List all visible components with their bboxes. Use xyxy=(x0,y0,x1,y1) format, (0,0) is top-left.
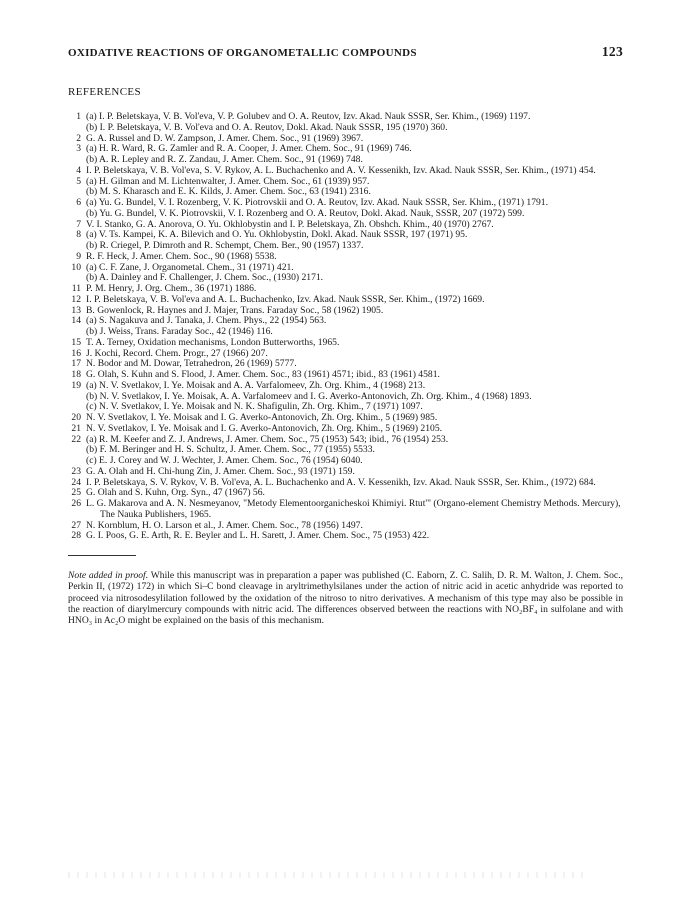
reference-citation: (a) S. Nagakuva and J. Tanaka, J. Chem. Phys., 22 (1954) 563. xyxy=(86,315,327,327)
reference-number: 26 xyxy=(71,498,81,509)
reference-number: 13 xyxy=(71,304,81,316)
reference-number: 25 xyxy=(71,487,81,499)
reference-citation: (b) J. Weiss, Trans. Faraday Soc., 42 (1946) 116. xyxy=(86,326,273,337)
reference-citation: (b) R. Criegel, P. Dimroth and R. Schempt, Chem. Ber., 90 (1957) 1337. xyxy=(86,240,364,251)
reference-citation: (a) Yu. G. Bundel, V. I. Rozenberg, V. K. Piotrovskii and O. A. Reutov, Izv. Akad. Nauk SSSR, Ser. Khim., (1971) 1791. xyxy=(86,197,548,208)
reference-entry xyxy=(68,435,623,467)
reference-number: 16 xyxy=(71,347,81,359)
reference-citation: (a) N. V. Svetlakov, I. Ye. Moisak and A. A. Varfalomeev, Zh. Org. Khim., 4 (1968) 213. xyxy=(86,379,426,391)
reference-citation: (b) I. P. Beletskaya, V. B. Vol'eva and O. A. Reutov, Dokl. Akad. Nauk SSSR, 195 (1970) 360. xyxy=(86,121,448,133)
reference-citation: G. Olah, S. Kuhn and S. Flood, J. Amer. Chem. Soc., 83 (1961) 4571; ibid., 83 (1961) 4581. xyxy=(86,369,440,380)
reference-citation: (a) C. F. Zane, J. Organometal. Chem., 31 (1971) 421. xyxy=(86,261,294,273)
reference-number: 28 xyxy=(71,530,81,542)
reference-number: 27 xyxy=(71,519,81,531)
reference-number: 5 xyxy=(76,175,81,187)
reference-number: 2 xyxy=(76,132,81,144)
reference-citation: (c) N. V. Svetlakov, I. Ye. Moisak and N. K. Shafigulin, Zh. Org. Khim., 7 (1971) 1097. xyxy=(86,401,423,413)
reference-citation: (b) A. R. Lepley and R. Z. Zandau, J. Amer. Chem. Soc., 91 (1969) 748. xyxy=(86,154,363,165)
reference-entry xyxy=(68,252,623,263)
reference-entry xyxy=(68,166,623,177)
reference-list xyxy=(68,112,623,542)
reference-number: 9 xyxy=(76,250,81,262)
note-added-in-proof xyxy=(68,570,623,626)
reference-number: 18 xyxy=(71,369,81,380)
reference-number: 24 xyxy=(71,476,81,488)
reference-number: 21 xyxy=(71,422,81,434)
reference-citation: G. A. Russel and D. W. Zampson, J. Amer. Chem. Soc., 91 (1969) 3967. xyxy=(86,132,364,144)
running-title: OXIDATIVE REACTIONS OF ORGANOMETALLIC COMPOUNDS xyxy=(68,47,417,59)
reference-citation: (c) E. J. Corey and W. J. Wechter, J. Amer. Chem. Soc., 76 (1954) 6040. xyxy=(86,455,363,466)
reference-citation: (b) Yu. G. Bundel, V. K. Piotrovskii, V. I. Rozenberg and O. A. Reutov, Dokl. Akad. Nauk, SSSR, 207 (1972) 599. xyxy=(86,207,525,219)
reference-citation: (a) H. Gilman and M. Lichtenwalter, J. Amer. Chem. Soc., 61 (1939) 957. xyxy=(86,175,370,187)
reference-entry xyxy=(68,467,623,478)
note-text: While this manuscript was in preparation a paper was published (C. Eaborn, Z. C. Salih, D. R. M. Walton, J. Chem. Soc., Perkin II, (1972) 172) in which Si–C bond cleavage in aryltrimethylsilanes under the action of nitric acid in acetic anhydride was reported to proceed via nitrosodesylilation followed by the oxidation of the nitroso to nitro derivatives. A mechanism of this type may also be possible in the reaction of diarylmercury compounds with nitric acid. The differences observed between the reactions with NO₂BF₄ in sulfolane and with HNO₃ in Ac₂O might be explained on the basis of this mechanism. xyxy=(68,570,623,627)
reference-number: 8 xyxy=(76,229,81,241)
reference-citation: G. Olah and S. Kuhn, Org. Syn., 47 (1967) 56. xyxy=(86,487,265,499)
reference-citation: V. I. Stanko, G. A. Anorova, O. Yu. Okhlobystin and I. P. Beletskaya, Zh. Obshch. Khim., 40 (1970) 2767. xyxy=(86,218,494,230)
running-header xyxy=(68,44,623,60)
reference-citation: N. V. Svetlakov, I. Ye. Moisak and I. G. Averko-Antonovich, Zh. Org. Khim., 5 (1969) 985. xyxy=(86,412,438,423)
reference-number: 12 xyxy=(71,293,81,305)
reference-entry xyxy=(68,531,623,542)
reference-number: 3 xyxy=(76,143,81,155)
reference-citation: (b) N. V. Svetlakov, I. Ye. Moisak, A. A. Varfalomeev and I. G. Averko-Antonovich, Zh. Org. Khim., 4 (1968) 1893. xyxy=(86,390,532,402)
reference-entry xyxy=(68,338,623,349)
reference-citation: (a) V. Ts. Kampei, K. A. Bilevich and O. Yu. Okhlobystin, Dokl. Akad. Nauk SSSR, 197 (1971) 95. xyxy=(86,229,468,241)
reference-entry xyxy=(68,230,623,252)
reference-citation: B. Gowenlock, R. Haynes and J. Majer, Trans. Faraday Soc., 58 (1962) 1905. xyxy=(86,304,384,316)
reference-number: 7 xyxy=(76,218,81,230)
reference-citation: T. A. Terney, Oxidation mechanisms, London Butterworths, 1965. xyxy=(86,336,340,348)
reference-entry xyxy=(68,499,623,521)
reference-number: 10 xyxy=(71,261,81,273)
reference-entry xyxy=(68,177,623,199)
reference-citation: N. V. Svetlakov, I. Ye. Moisak and I. G. Averko-Antonovich, Zh. Org. Khim., 5 (1969) 2105. xyxy=(86,422,443,434)
reference-number: 1 xyxy=(76,111,81,122)
reference-entry xyxy=(68,424,623,435)
reference-citation: G. A. Olah and H. Chi-hung Zin, J. Amer. Chem. Soc., 93 (1971) 159. xyxy=(86,465,355,477)
reference-citation: N. Kornblum, H. O. Larson et al., J. Amer. Chem. Soc., 78 (1956) 1497. xyxy=(86,519,363,531)
reference-citation: (a) I. P. Beletskaya, V. B. Vol'eva, V. P. Golubev and O. A. Reutov, Izv. Akad. Nauk SSSR, Ser. Khim., (1969) 1197. xyxy=(86,111,531,122)
reference-number: 17 xyxy=(71,358,81,370)
reference-entry xyxy=(68,112,623,134)
reference-citation: I. P. Beletskaya, V. B. Vol'eva, S. V. Rykov, A. L. Buchachenko and A. V. Kessenikh, Izv. Akad. Nauk SSSR, Ser. Khim., (1971) 454. xyxy=(86,164,596,176)
reference-entry xyxy=(68,381,623,413)
page xyxy=(68,44,623,626)
reference-citation: R. F. Heck, J. Amer. Chem. Soc., 90 (1968) 5538. xyxy=(86,250,277,262)
reference-number: 14 xyxy=(71,315,81,327)
note-label: Note added in proof. xyxy=(68,570,149,581)
reference-entry xyxy=(68,263,623,285)
reference-number: 4 xyxy=(76,164,81,176)
reference-number: 6 xyxy=(76,197,81,208)
reference-number: 19 xyxy=(71,379,81,391)
reference-citation: N. Bodor and M. Dowar, Tetrahedron, 26 (1969) 5777. xyxy=(86,358,297,370)
reference-entry xyxy=(68,198,623,220)
reference-citation: (b) M. S. Kharasch and E. K. Kilds, J. Amer. Chem. Soc., 63 (1941) 2316. xyxy=(86,186,371,198)
scan-speckle xyxy=(68,872,588,878)
reference-citation: J. Kochi, Record. Chem. Progr., 27 (1966) 207. xyxy=(86,347,268,359)
reference-number: 22 xyxy=(71,433,81,445)
reference-entry xyxy=(68,316,623,338)
reference-citation: (a) R. M. Keefer and Z. J. Andrews, J. Amer. Chem. Soc., 75 (1953) 543; ibid., 76 (1954) 253. xyxy=(86,433,449,445)
reference-citation: (b) F. M. Beringer and H. S. Schultz, J. Amer. Chem. Soc., 77 (1955) 5533. xyxy=(86,444,375,456)
references-heading: REFERENCES xyxy=(68,86,142,98)
reference-entry xyxy=(68,144,623,166)
reference-number: 15 xyxy=(71,336,81,348)
reference-citation: I. P. Beletskaya, S. V. Rykov, V. B. Vol'eva, A. L. Buchachenko and A. V. Kessenikh, Izv. Akad. Nauk SSSR, Ser. Khim., (1972) 684. xyxy=(86,476,596,488)
reference-citation: L. G. Makarova and A. N. Nesmeyanov, "Metody Elementoorganicheskoi Khimiyi. Rtut'" (Organo-element Chemistry Methods. Mercury), The Nauka Publishers, 1965. xyxy=(86,498,621,520)
reference-citation: I. P. Beletskaya, V. B. Vol'eva and A. L. Buchachenko, Izv. Akad. Nauk SSSR, Ser. Khim., (1972) 1669. xyxy=(86,293,485,305)
reference-citation: (b) A. Dainley and F. Challenger, J. Chem. Soc., (1930) 2171. xyxy=(86,272,324,284)
reference-entry xyxy=(68,295,623,306)
reference-citation: G. I. Poos, G. E. Arth, R. E. Beyler and L. H. Sarett, J. Amer. Chem. Soc., 75 (1953) 422. xyxy=(86,530,430,542)
reference-citation: (a) H. R. Ward, R. G. Zamler and R. A. Cooper, J. Amer. Chem. Soc., 91 (1969) 746. xyxy=(86,143,412,155)
reference-citation: P. M. Henry, J. Org. Chem., 36 (1971) 1886. xyxy=(86,283,257,294)
page-number: 123 xyxy=(601,44,623,59)
reference-number: 23 xyxy=(71,465,81,477)
reference-number: 11 xyxy=(71,283,81,294)
footnote-rule xyxy=(68,555,136,556)
reference-number: 20 xyxy=(71,412,81,423)
